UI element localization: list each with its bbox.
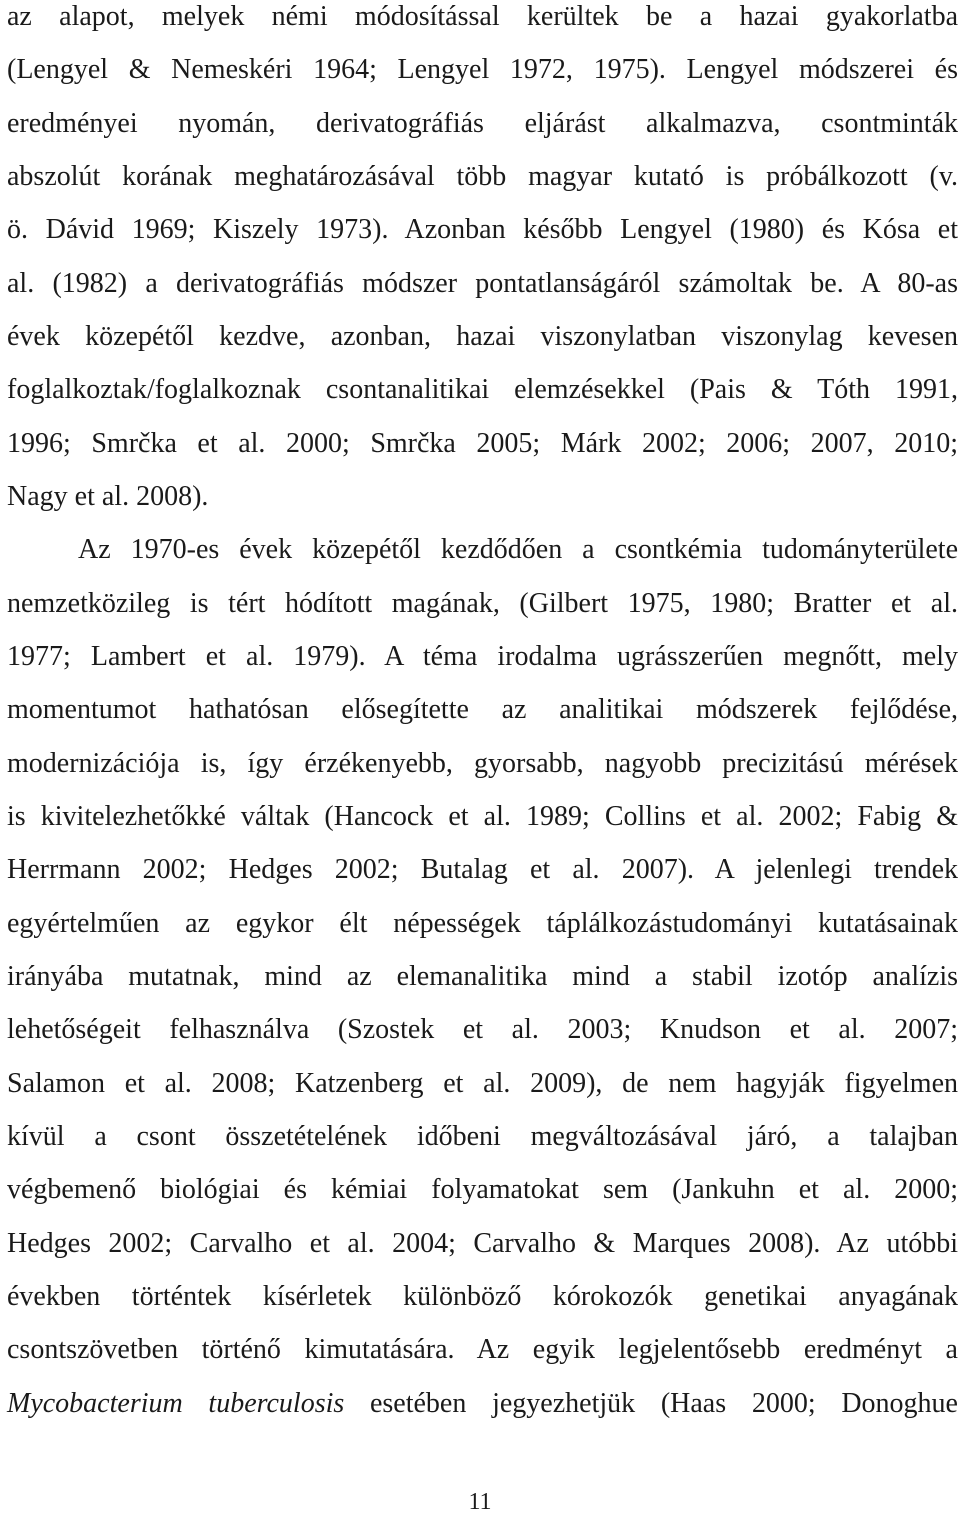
text-line: években történtek kísérletek különböző kórokozók genetikai anyagának: [7, 1281, 958, 1312]
text-line: Az 1970-es évek közepétől kezdődően a csontkémia tudományterülete: [78, 534, 958, 565]
italic-species-name: Mycobacterium tuberculosis: [7, 1388, 345, 1419]
text-line: [7, 1387, 958, 1421]
page-number: 11: [468, 1489, 492, 1515]
text-line: 1996; Smrčka et al. 2000; Smrčka 2005; Márk 2002; 2006; 2007, 2010;: [7, 428, 958, 459]
text-line: évek közepétől kezdve, azonban, hazai viszonylatban viszonylag kevesen: [7, 321, 958, 352]
text-line: irányába mutatnak, mind az elemanalitika mind a stabil izotóp analízis: [7, 961, 958, 992]
text-line: Salamon et al. 2008; Katzenberg et al. 2009), de nem hagyják figyelmen: [7, 1068, 958, 1099]
text-line: kívül a csont összetételének időbeni megváltozásával járó, a talajban: [7, 1121, 958, 1152]
text-line: végbemenő biológiai és kémiai folyamatokat sem (Jankuhn et al. 2000;: [7, 1174, 958, 1205]
text-line: Nagy et al. 2008).: [7, 481, 209, 512]
text-line: is kivitelezhetőkké váltak (Hancock et al. 1989; Collins et al. 2002; Fabig &: [7, 801, 958, 832]
text-line: foglalkoztak/foglalkoznak csontanalitikai elemzésekkel (Pais & Tóth 1991,: [7, 374, 958, 405]
text-line: eredményei nyomán, derivatográfiás eljárást alkalmazva, csontminták: [7, 108, 958, 139]
text-line: al. (1982) a derivatográfiás módszer pontatlanságáról számoltak be. A 80-as: [7, 268, 958, 299]
text-line: 1977; Lambert et al. 1979). A téma irodalma ugrásszerűen megnőtt, mely: [7, 641, 958, 672]
text-line: momentumot hathatósan elősegítette az analitikai módszerek fejlődése,: [7, 694, 958, 725]
text-line: lehetőségeit felhasználva (Szostek et al. 2003; Knudson et al. 2007;: [7, 1014, 958, 1045]
text-line: az alapot, melyek némi módosítással kerültek be a hazai gyakorlatba: [7, 1, 958, 32]
text-line: Hedges 2002; Carvalho et al. 2004; Carvalho & Marques 2008). Az utóbbi: [7, 1228, 958, 1259]
text-line: (Lengyel & Nemeskéri 1964; Lengyel 1972, 1975). Lengyel módszerei és: [7, 54, 958, 85]
text-line: modernizációja is, így érzékenyebb, gyorsabb, nagyobb precizitású mérések: [7, 748, 958, 779]
text-line: nemzetközileg is tért hódított magának, (Gilbert 1975, 1980; Bratter et al.: [7, 588, 958, 619]
text-line: csontszövetben történő kimutatására. Az egyik legjelentősebb eredményt a: [7, 1334, 958, 1365]
text-line-rest: esetében jegyezhetjük (Haas 2000; Donoghue: [344, 1388, 958, 1419]
text-line: Herrmann 2002; Hedges 2002; Butalag et al. 2007). A jelenlegi trendek: [7, 854, 958, 885]
text-line: egyértelműen az egykor élt népességek táplálkozástudományi kutatásainak: [7, 908, 958, 939]
text-line: abszolút korának meghatározásával több magyar kutató is próbálkozott (v.: [7, 161, 958, 192]
text-line: ö. Dávid 1969; Kiszely 1973). Azonban később Lengyel (1980) és Kósa et: [7, 214, 958, 245]
